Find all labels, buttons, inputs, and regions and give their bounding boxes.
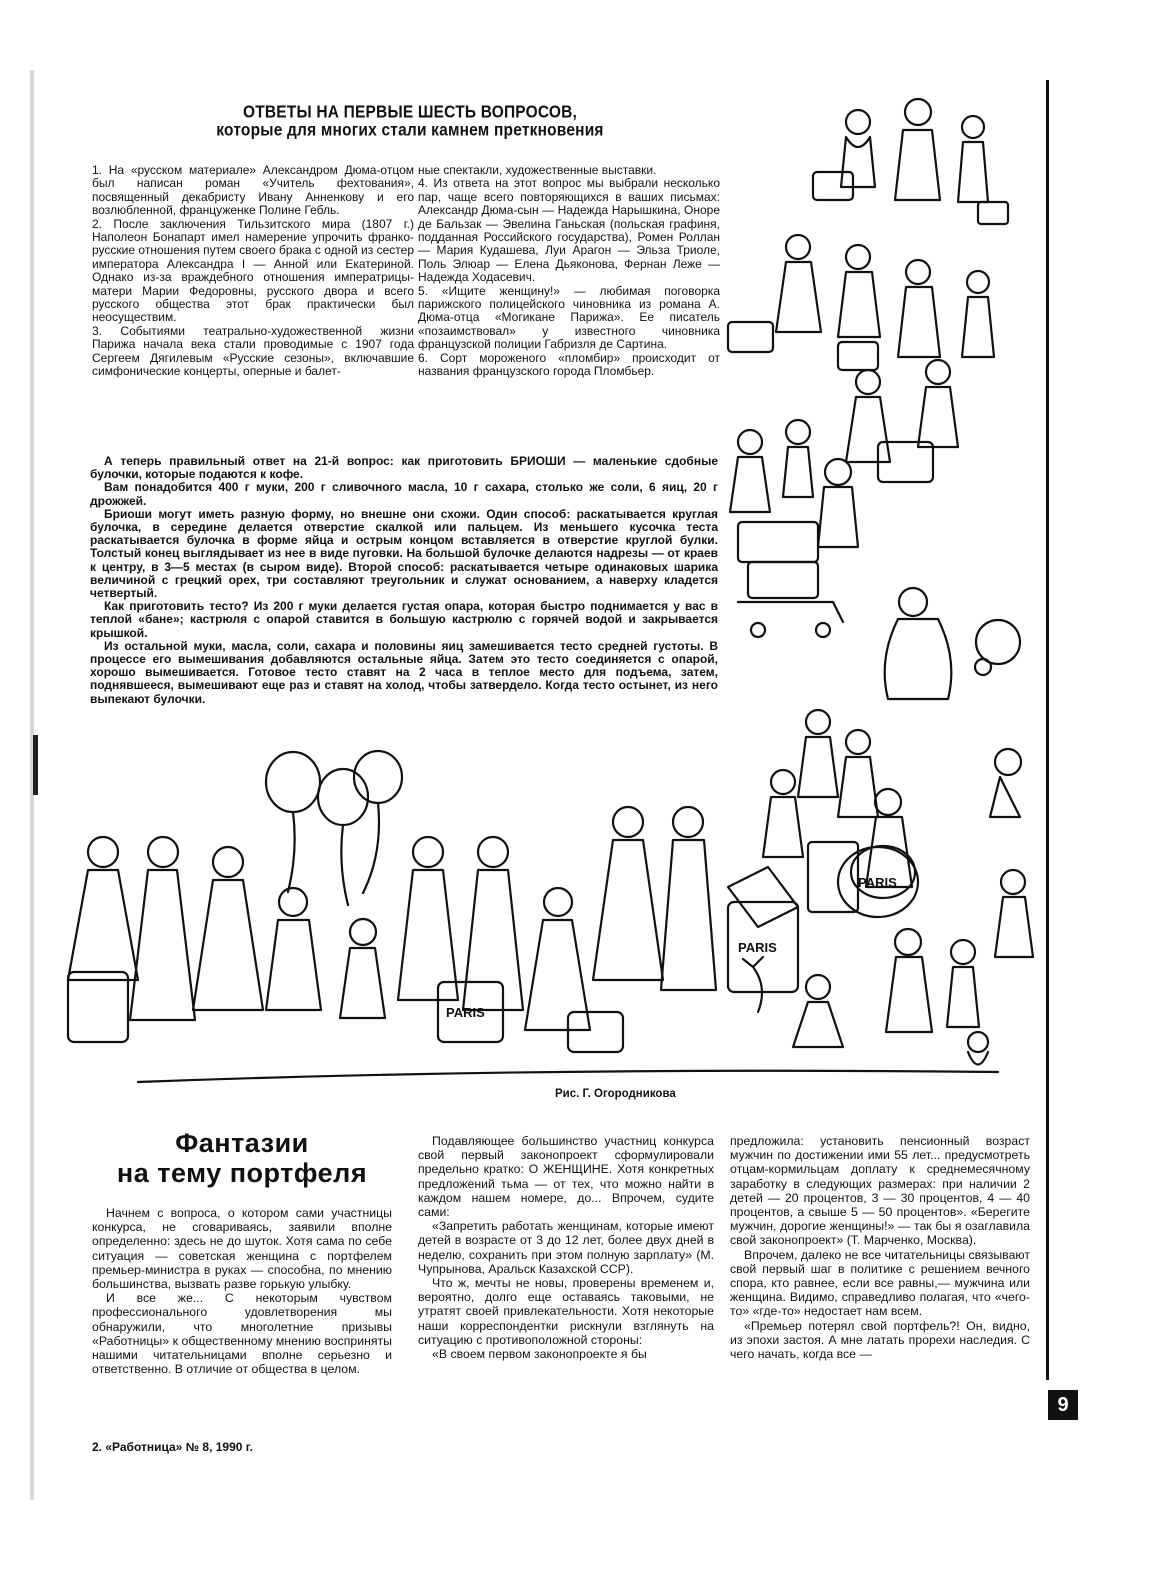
article-column-2: [418, 1134, 714, 1361]
article-paragraph: Начнем с вопроса, о котором сами участницы конкурса, не сговариваясь, заявили вполне определенно: здесь не до шуток. Хотя сама по себе ситуация — советская женщина с портфелем премьер-министра в руках — способна, по мнению большинства, вызвать разве горькую улыбку.: [92, 1206, 392, 1292]
answers-column-2: [418, 164, 720, 379]
recipe-paragraph: Вам понадобится 400 г муки, 200 г сливочного масла, 10 г сахара, столько же соли, 6 яиц, 20 г дрожжей.: [90, 480, 718, 508]
article-paragraph: «Премьер потерял свой портфель?! Он, видно, из эпохи застоя. А мне латать прорехи наследия. С чего начать, когда все —: [730, 1318, 1030, 1362]
article-paragraph: И все же... С некоторым чувством профессионального удовлетворения мы обнаружили, что многолетние призывы «Работницы» к общественному мнению восприняты нашими читательницами вполне серьезно и ответственно. В отличие от общества в целом.: [92, 1291, 392, 1377]
suitcase-label-3: PARIS: [858, 875, 897, 890]
answer-5: 5. «Ищите женщину!» — любимая поговорка парижского полицейского чиновника из романа А. Дюма-отца «Могикане Парижа». Ее писатель «позаимствовал» у известного чиновника французской полиции Габризля де Сартина.: [418, 283, 720, 352]
recipe-paragraph: А теперь правильный ответ на 21-й вопрос: как приготовить БРИОШИ — маленькие сдобные булочки, которые подаются к кофе.: [90, 454, 718, 482]
answer-6: 6. Сорт мороженого «пломбир» происходит от названия французского города Пломбьер.: [418, 350, 720, 379]
answer-3: 3. Событиями театрально-художественной жизни Парижа начала века стали проводимые с 1907 года Сергеем Дягилевым «Русские сезоны», включавшие симфонические концерты, оперные и балет-: [92, 323, 414, 379]
article-paragraph: предложила: установить пенсионный возраст мужчин по достижении ими 55 лет... предусмотреть отцам-кормильцам доплату к среднемесячному заработку в следующих размерах: при наличии 2 детей — 20 процентов, 3 — 30 процентов, 4 — 40 процентов, а свыше 5 — 50 процентов». «Берегите мужчин, дорогие женщины!» — так бы я озаглавила свой законопроект» (Т. Марченко, Москва).: [730, 1134, 1030, 1248]
article-paragraph: «Запретить работать женщинам, которые имеют детей в возрасте от 3 до 12 лет, более двух дней в неделю, сохранить при этом полную зарплату» (М. Чупрынова, Аральск Казахской ССР).: [418, 1219, 714, 1276]
article-paragraph: Впрочем, далеко не все читательницы связывают свой первый шаг в политике с решением вечного спора, кто равнее, если все равны,— мужчина или женщина. Видимо, справедливо полагая, что «чего-то» «где-то» недостает нам всем.: [730, 1247, 1030, 1319]
article-title: [92, 1128, 392, 1188]
answers-headline: [140, 104, 680, 140]
article-title-line-1: Фантазии: [175, 1128, 309, 1158]
footer-source: 2. «Работница» № 8, 1990 г.: [92, 1440, 253, 1454]
headline-line-2: которые для многих стали камнем преткновения: [216, 120, 604, 141]
recipe-paragraph: Из остальной муки, масла, соли, сахара и половины яиц замешивается тесто средней густоты. В процессе его вымешивания добавляются остальные яйца. Затем это тесто соединяется с опарой, хорошо вымешивается. Готовое тесто ставят на 2 часа в теплое место для подъема, затем, поднявшееся, вымешивают еще раз и ставят на холод, чтобы затвердело. Когда тесто остынет, из него выпекают булочки.: [90, 638, 718, 706]
answer-4: 4. Из ответа на этот вопрос мы выбрали несколько пар, чаще всего повторяющихся в ваших письмах: Александр Дюма-сын — Надежда Нарышкина, Оноре де Бальзак — Эвелина Ганьская (польская графиня, подданная Российского государства), Ромен Роллан — Мария Кудашева, Луи Арагон — Эльза Триоле, Поль Элюар — Елена Дьяконова, Фернан Леже — Надежда Ходасевич.: [418, 176, 720, 285]
crowd-top-right: [728, 99, 1008, 462]
suitcase-label-1: PARIS: [446, 1005, 485, 1020]
crowd-queue: [763, 710, 1033, 1032]
recipe-paragraph: Бриоши могут иметь разную форму, но внешне они схожи. Один способ: раскатывается круглая булочка, в середине делается отверстие скалкой или пальцем. Из меньшего кусочка теста раскатывается булочка в форме яйца и острым концом вставляется в отверстие круглой булки. Толстый конец выглядывает из нее в виде пуговки. На большой булочке делаются надрезы — от краев к центру, в 3—5 местах (в сыром виде). Второй способ: раскатывается четыре одинаковых шарика величиной с грецкий орех, три составляют треугольник и служат основанием, а наверху кладется четвертый.: [90, 506, 718, 601]
article-column-3: [730, 1134, 1030, 1361]
article-column-1: [92, 1206, 392, 1376]
article-paragraph: Подавляющее большинство участниц конкурса свой первый законопроект сформулировали предельно кратко: О ЖЕНЩИНЕ. Хотя конкретных предложений тьма — от тех, что можно найти в каждом нашем номере, до... Впрочем, судите сами:: [418, 1134, 714, 1220]
headline-line-1: ОТВЕТЫ НА ПЕРВЫЕ ШЕСТЬ ВОПРОСОВ,: [242, 102, 578, 123]
article-paragraph: Что ж, мечты не новы, проверены временем и, вероятно, долго еще оставаясь таковыми, не утратят своей привлекательности. Хотя некоторые наши корреспондентки рискнули взглянуть на ситуацию с противоположной стороны:: [418, 1276, 714, 1347]
article-paragraph: «В своем первом законопроекте я бы: [432, 1347, 647, 1362]
answer-1: 1. На «русском материале» Александром Дюма-отцом был написан роман «Учитель фехтования», посвященный декабристу Ивану Анненкову и его возлюбленной, француженке Полине Гебль.: [92, 163, 414, 218]
answer-2: 2. После заключения Тильзитского мира (1807 г.) Наполеон Бонапарт имел намерение упрочить франко-русские отношения путем своего брака с одной из сестер императора Александра I — Анной или Екатериной. Однако из-за враждебного отношения императрицы-матери Марии Федоровны, русского двора и всего русского общества этот брак практически был неосуществим.: [92, 216, 414, 325]
balloons: [266, 751, 402, 905]
answers-column-1: [92, 164, 414, 379]
answer-3-cont: ные спектакли, художественные выставки.: [418, 163, 657, 177]
suitcase-label-2: PARIS: [738, 940, 777, 955]
illustration-credit: Рис. Г. Огородникова: [555, 1088, 676, 1100]
article-title-line-2: на тему портфеля: [116, 1158, 368, 1188]
brioche-recipe: [90, 455, 718, 706]
page-number: 9: [1048, 1390, 1078, 1420]
recipe-paragraph: Как приготовить тесто? Из 200 г муки делается густая опара, которая быстро поднимается у вас в теплой «бане»; кастрюля с опарой ставится в большую кастрюлю с горячей водой и закрывается крышкой.: [90, 599, 718, 640]
